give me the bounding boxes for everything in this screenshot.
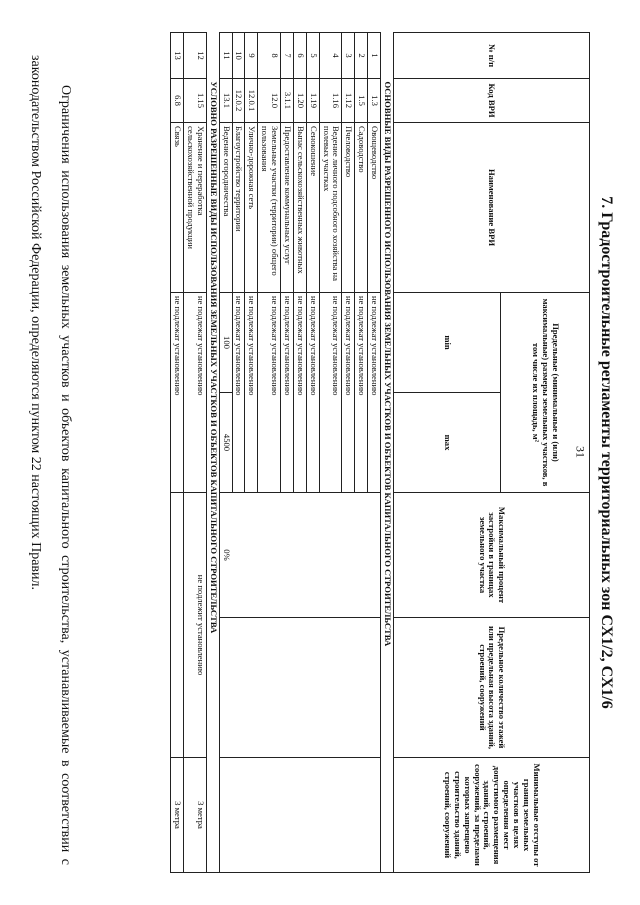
row-name: Пчеловодство xyxy=(342,123,355,293)
row-code: 1.15 xyxy=(184,79,207,123)
row-size: не подлежат установлению xyxy=(258,293,281,493)
percent-cell xyxy=(219,493,380,618)
row-name: Сенокошение xyxy=(306,123,319,293)
not-set-single: не подлежит установлению xyxy=(195,574,206,676)
row-num: 8 xyxy=(258,33,281,79)
row-size: не подлежат установлению xyxy=(294,293,307,493)
row-code: 12.0.2 xyxy=(232,79,245,123)
row-percent-floors xyxy=(171,493,184,758)
row-code: 12.0.1 xyxy=(245,79,258,123)
header-max: max xyxy=(394,393,501,493)
row-size: не подлежат установлению xyxy=(306,293,319,493)
row-num: 4 xyxy=(319,33,342,79)
row-name: Садоводство xyxy=(355,123,368,293)
row-num: 11 xyxy=(219,33,232,79)
row-name: Хранение и переработка сельскохозяйственной продукции xyxy=(184,123,207,293)
header-floors: Предельное количество этажей или предельная высота зданий, строений, сооружений xyxy=(394,618,590,758)
row-num: 12 xyxy=(184,33,207,79)
header-min: min xyxy=(394,293,501,393)
row-size: не подлежат установлению xyxy=(342,293,355,493)
row-name: Ведение огородничества xyxy=(219,123,232,293)
row-name: Ведение личного подсобного хозяйства на полевых участках xyxy=(319,123,342,293)
row-num: 13 xyxy=(171,33,184,79)
row-code: 6.8 xyxy=(171,79,184,123)
section-title: 7. Градостроительные регламенты территориальных зон СХ1/2, СХ1/6 xyxy=(598,196,615,709)
row-setback: 3 метра xyxy=(171,758,184,873)
row-percent-floors xyxy=(184,493,207,758)
row-code: 3.1.1 xyxy=(281,79,294,123)
header-percent: Максимальный процент застройки в границах земельного участка xyxy=(394,493,590,618)
row-size: не подлежат установлению xyxy=(368,293,381,493)
row-name: Предоставление коммунальных услуг xyxy=(281,123,294,293)
page-number: 31 xyxy=(573,446,588,458)
row-code: 12.0 xyxy=(258,79,281,123)
floors-cell xyxy=(219,618,380,758)
row-num: 2 xyxy=(355,33,368,79)
section-main-label: ОСНОВНЫЕ ВИДЫ РАЗРЕШЕННОГО ИСПОЛЬЗОВАНИЯ ЗЕМЕЛЬНЫХ УЧАСТКОВ И ОБЪЕКТОВ КАПИТАЛЬНОГО СТРОИТЕЛЬСТВА xyxy=(381,79,394,873)
row-name: Выпас сельскохозяйственных животных xyxy=(294,123,307,293)
row-code: 1.20 xyxy=(294,79,307,123)
row-name: Благоустройство территории xyxy=(232,123,245,293)
row-code: 13.1 xyxy=(219,79,232,123)
header-size-group: Предельные (минимальные и (или) максимальные) размеры земельных участков, в том числе их площадь, м² xyxy=(501,293,590,493)
header-setback: Минимальные отступы от границ земельных участков в целях определения мест допустимого размещения зданий, строений, сооружений, за пределами которых запрещено строительство зданий, строений, сооружений xyxy=(394,758,590,873)
row-num: 6 xyxy=(294,33,307,79)
row-size: не подлежат установлению xyxy=(184,293,207,493)
table-row xyxy=(184,33,207,873)
row-name: Земельные участки (территории) общего пользования xyxy=(258,123,281,293)
row-num: 7 xyxy=(281,33,294,79)
row-size: не подлежат установлению xyxy=(355,293,368,493)
section-blank xyxy=(381,33,394,79)
row-max: 4500 xyxy=(219,393,232,493)
row-code: 1.5 xyxy=(355,79,368,123)
row-num: 10 xyxy=(232,33,245,79)
table-row xyxy=(368,33,381,873)
row-name: Улично-дорожная сеть xyxy=(245,123,258,293)
footnote-paragraph: Ограничения использования земельных участков и объектов капитального строительства, устанавливаемые в соответствии с законодательством Российской Федерации, определяются пунктом 22 настоящих Правил. xyxy=(28,55,73,865)
row-size: не подлежат установлению xyxy=(319,293,342,493)
row-name: Овощеводство xyxy=(368,123,381,293)
row-name: Связь xyxy=(171,123,184,293)
row-num: 9 xyxy=(245,33,258,79)
row-num: 3 xyxy=(342,33,355,79)
header-num: № п/п xyxy=(394,33,590,79)
row-num: 5 xyxy=(306,33,319,79)
row-size: не подлежат установлению xyxy=(171,293,184,493)
section-blank xyxy=(206,33,219,79)
row-code: 1.3 xyxy=(368,79,381,123)
header-name: Наименование ВРИ xyxy=(394,123,590,293)
row-code: 1.16 xyxy=(319,79,342,123)
row-size: не подлежат установлению xyxy=(281,293,294,493)
row-size: не подлежат установлению xyxy=(232,293,245,493)
percent-value: 0% xyxy=(221,549,232,561)
row-setback: 3 метра xyxy=(184,758,207,873)
row-code: 1.12 xyxy=(342,79,355,123)
section-cond-label: УСЛОВНО РАЗРЕШЕННЫЕ ВИДЫ ИСПОЛЬЗОВАНИЯ ЗЕМЕЛЬНЫХ УЧАСТКОВ И ОБЪЕКТОВ КАПИТАЛЬНОГО СТРОИТЕЛЬСТВА xyxy=(206,79,219,873)
regulations-table xyxy=(170,32,590,873)
row-size: не подлежат установлению xyxy=(245,293,258,493)
table-row xyxy=(171,33,184,873)
setback-cell xyxy=(219,758,380,873)
row-min: 100 xyxy=(219,293,232,393)
header-code: Код ВРИ xyxy=(394,79,590,123)
row-num: 1 xyxy=(368,33,381,79)
row-code: 1.19 xyxy=(306,79,319,123)
